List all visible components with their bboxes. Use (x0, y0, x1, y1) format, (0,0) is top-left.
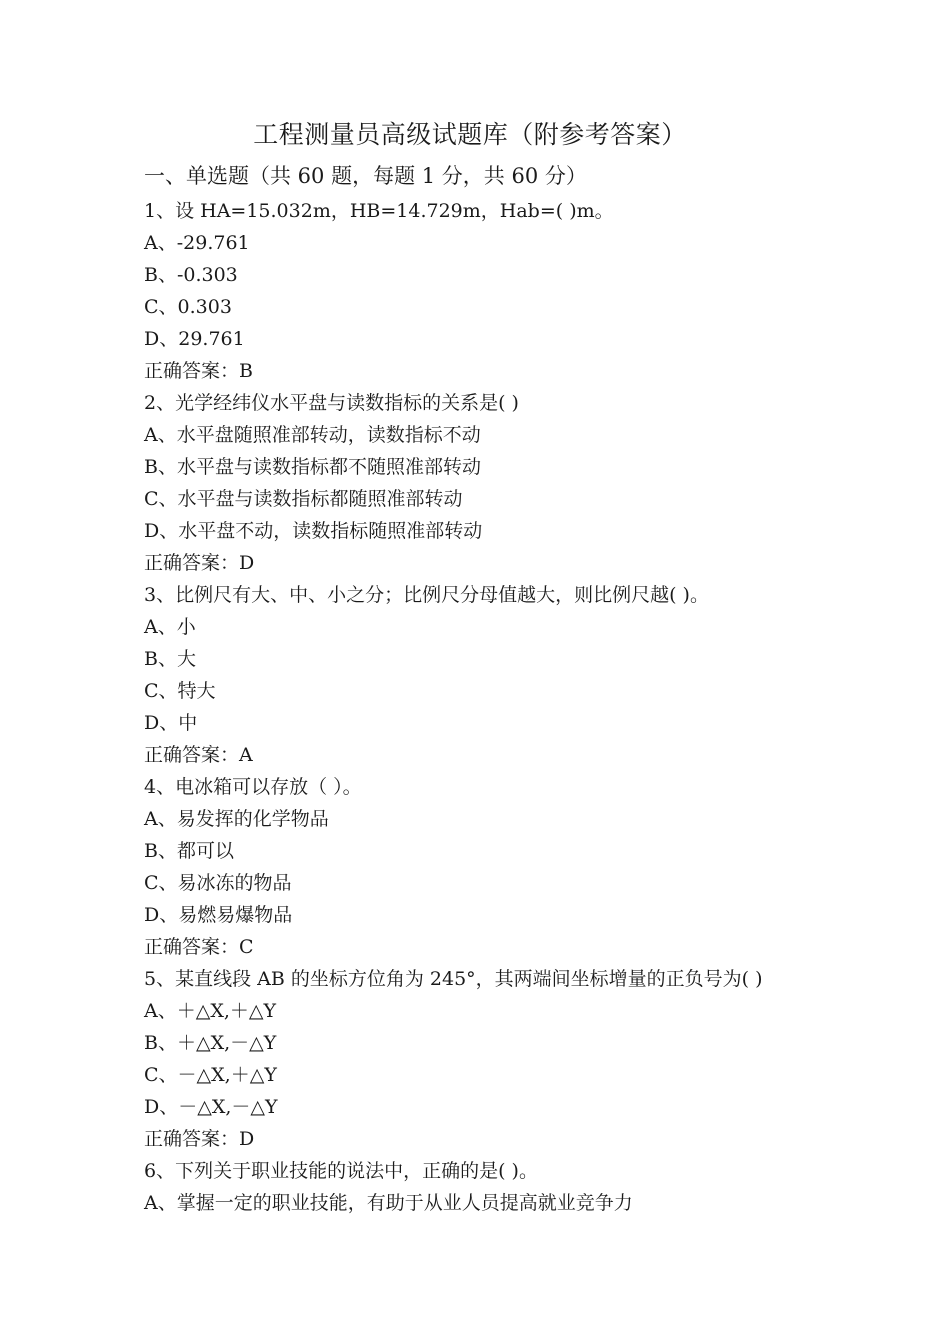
option-c: C、水平盘与读数指标都随照准部转动 (144, 488, 463, 510)
correct-answer: 正确答案：D (144, 552, 255, 574)
option-b: B、大 (144, 648, 196, 670)
question-stem: 2、光学经纬仪水平盘与读数指标的关系是( ) (144, 392, 519, 414)
question-stem: 1、设 HA=15.032m，HB=14.729m，Hab=( )m。 (144, 200, 614, 222)
option-d: D、中 (144, 712, 198, 734)
correct-answer: 正确答案：D (144, 1128, 255, 1150)
option-c: C、易冰冻的物品 (144, 872, 292, 894)
question-stem: 4、电冰箱可以存放（ ）。 (144, 776, 362, 798)
option-c: C、－△X,＋△Y (144, 1064, 277, 1086)
question-list (144, 195, 934, 1219)
option-b: B、-0.303 (144, 264, 238, 286)
option-a: A、易发挥的化学物品 (144, 808, 329, 830)
option-b: B、都可以 (144, 840, 234, 862)
question-stem: 6、下列关于职业技能的说法中，正确的是( )。 (144, 1160, 538, 1182)
option-a: A、小 (144, 616, 196, 638)
option-b: B、水平盘与读数指标都不随照准部转动 (144, 456, 481, 478)
section-heading: 一、单选题（共 60 题，每题 1 分，共 60 分） (144, 164, 587, 188)
option-d: D、易燃易爆物品 (144, 904, 293, 926)
option-a: A、-29.761 (144, 232, 250, 254)
option-a: A、＋△X,＋△Y (144, 1000, 277, 1022)
option-b: B、＋△X,－△Y (144, 1032, 277, 1054)
option-c: C、0.303 (144, 296, 232, 318)
correct-answer: 正确答案：C (144, 936, 254, 958)
option-d: D、－△X,－△Y (144, 1096, 278, 1118)
document-title: 工程测量员高级试题库（附参考答案） (253, 120, 687, 149)
option-a: A、掌握一定的职业技能，有助于从业人员提高就业竞争力 (144, 1192, 633, 1214)
correct-answer: 正确答案：A (144, 744, 253, 766)
correct-answer: 正确答案：B (144, 360, 253, 382)
option-d: D、29.761 (144, 328, 245, 350)
option-a: A、水平盘随照准部转动，读数指标不动 (144, 424, 481, 446)
option-c: C、特大 (144, 680, 216, 702)
question-stem: 3、比例尺有大、中、小之分；比例尺分母值越大，则比例尺越( )。 (144, 584, 709, 606)
option-d: D、水平盘不动，读数指标随照准部转动 (144, 520, 483, 542)
question-stem: 5、某直线段 AB 的坐标方位角为 245°，其两端间坐标增量的正负号为( ) (144, 968, 763, 990)
